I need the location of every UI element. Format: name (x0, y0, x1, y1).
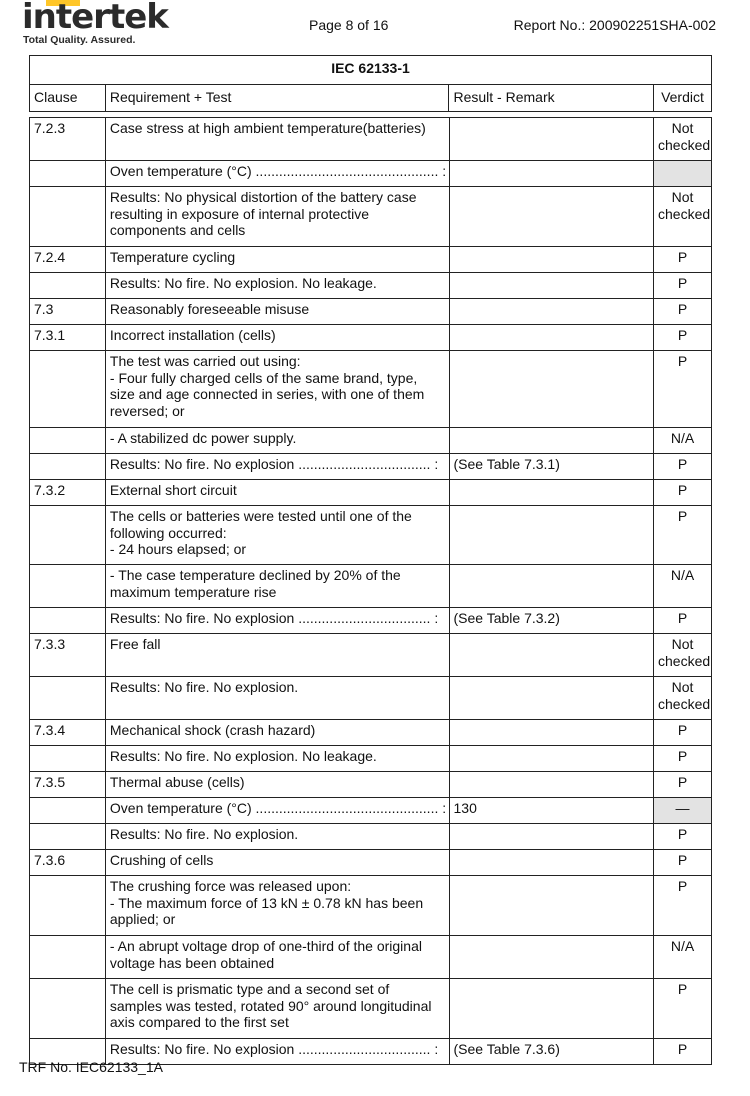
requirement-cell: The cells or batteries were tested until one of the following occurred: - 24 hours elapsed; or (105, 506, 449, 565)
result-cell (449, 677, 653, 720)
result-cell (449, 746, 653, 772)
requirement-cell: Temperature cycling (105, 247, 449, 273)
verdict-cell: P (654, 850, 712, 876)
clause-cell: 7.3.2 (30, 480, 106, 506)
result-cell (449, 876, 653, 936)
table-row (30, 772, 712, 798)
requirement-cell: Free fall (105, 634, 449, 677)
clause-cell (30, 351, 106, 428)
requirement-cell: - An abrupt voltage drop of one-third of the original voltage has been obtained (105, 936, 449, 979)
table-row (30, 325, 712, 351)
result-cell: (See Table 7.3.1) (449, 454, 653, 480)
clause-cell: 7.2.3 (30, 118, 106, 161)
result-cell (449, 273, 653, 299)
requirement-cell: The cell is prismatic type and a second set of samples was tested, rotated 90° around longitudinal axis compared to the first set (105, 979, 449, 1039)
result-cell (449, 634, 653, 677)
table-row (30, 565, 712, 608)
verdict-cell: P (654, 273, 712, 299)
standard-title: IEC 62133-1 (30, 56, 712, 85)
verdict-cell: P (654, 772, 712, 798)
requirement-cell: Crushing of cells (105, 850, 449, 876)
table-row (30, 273, 712, 299)
clause-cell (30, 187, 106, 247)
verdict-cell: — (654, 798, 712, 824)
standard-header-table (29, 55, 712, 112)
result-cell (449, 506, 653, 565)
clause-cell: 7.3 (30, 299, 106, 325)
table-row (30, 506, 712, 565)
table-row (30, 161, 712, 187)
clause-cell: 7.3.5 (30, 772, 106, 798)
verdict-cell: P (654, 351, 712, 428)
table-row (30, 936, 712, 979)
result-cell (449, 480, 653, 506)
verdict-cell: P (654, 506, 712, 565)
clause-table-body (30, 118, 712, 1065)
result-cell (449, 850, 653, 876)
table-row (30, 299, 712, 325)
table-row (30, 118, 712, 161)
requirement-cell: - A stabilized dc power supply. (105, 428, 449, 454)
table-row (30, 480, 712, 506)
result-cell: (See Table 7.3.2) (449, 608, 653, 634)
table-row (30, 351, 712, 428)
table-row (30, 720, 712, 746)
result-cell: 130 (449, 798, 653, 824)
result-cell (449, 118, 653, 161)
table-row (30, 454, 712, 480)
clause-cell (30, 608, 106, 634)
clause-cell: 7.2.4 (30, 247, 106, 273)
clause-cell (30, 979, 106, 1039)
requirement-cell: External short circuit (105, 480, 449, 506)
table-row (30, 798, 712, 824)
table-row (30, 428, 712, 454)
result-cell (449, 824, 653, 850)
clause-cell (30, 677, 106, 720)
verdict-cell: N/A (654, 565, 712, 608)
result-cell (449, 936, 653, 979)
verdict-cell: P (654, 480, 712, 506)
requirement-cell: Oven temperature (°C) ............................................... : (105, 161, 449, 187)
clause-cell: 7.3.3 (30, 634, 106, 677)
requirement-cell: Results: No fire. No explosion. (105, 677, 449, 720)
verdict-cell: N/A (654, 428, 712, 454)
clause-cell (30, 746, 106, 772)
requirement-cell: Incorrect installation (cells) (105, 325, 449, 351)
clause-cell (30, 565, 106, 608)
clause-cell (30, 454, 106, 480)
result-cell (449, 187, 653, 247)
table-row (30, 824, 712, 850)
verdict-cell: P (654, 720, 712, 746)
requirement-cell: The test was carried out using: - Four fully charged cells of the same brand, type, size and age connected in series, with one of them reversed; or (105, 351, 449, 428)
requirement-cell: Results: No fire. No explosion. No leakage. (105, 273, 449, 299)
result-cell (449, 428, 653, 454)
page-number: Page 8 of 16 (309, 17, 389, 33)
requirement-cell: Results: No fire. No explosion .................................. : (105, 454, 449, 480)
verdict-cell: P (654, 876, 712, 936)
table-row (30, 677, 712, 720)
requirement-cell: Results: No fire. No explosion .................................. : (105, 1039, 449, 1065)
verdict-cell: P (654, 746, 712, 772)
trf-number: TRF No. IEC62133_1A (19, 1059, 163, 1075)
table-row (30, 876, 712, 936)
verdict-cell: P (654, 979, 712, 1039)
result-cell (449, 720, 653, 746)
table-row (30, 608, 712, 634)
logo-tagline: Total Quality. Assured. (23, 34, 136, 46)
clause-cell (30, 161, 106, 187)
requirement-cell: Reasonably foreseeable misuse (105, 299, 449, 325)
table-row (30, 187, 712, 247)
result-cell (449, 161, 653, 187)
verdict-cell: P (654, 454, 712, 480)
requirement-cell: Results: No fire. No explosion .................................. : (105, 608, 449, 634)
clause-cell (30, 824, 106, 850)
clause-cell (30, 273, 106, 299)
clause-cell (30, 798, 106, 824)
result-cell (449, 247, 653, 273)
verdict-cell: N/A (654, 936, 712, 979)
verdict-cell: P (654, 608, 712, 634)
column-header-clause: Clause (30, 85, 106, 112)
result-cell (449, 325, 653, 351)
requirement-cell: Case stress at high ambient temperature(batteries) (105, 118, 449, 161)
result-cell (449, 565, 653, 608)
result-cell: (See Table 7.3.6) (449, 1039, 653, 1065)
verdict-cell: Not checked (654, 187, 712, 247)
verdict-cell (654, 161, 712, 187)
verdict-cell: P (654, 299, 712, 325)
intertek-logo (22, 0, 172, 48)
clause-cell (30, 876, 106, 936)
result-cell (449, 979, 653, 1039)
column-header-result: Result - Remark (449, 85, 653, 112)
requirement-cell: The crushing force was released upon: - The maximum force of 13 kN ± 0.78 kN has been applied; or (105, 876, 449, 936)
table-row (30, 247, 712, 273)
clause-cell (30, 506, 106, 565)
column-header-verdict: Verdict (653, 85, 711, 112)
clause-table (29, 117, 712, 1065)
column-header-requirement: Requirement + Test (105, 85, 449, 112)
requirement-cell: Results: No fire. No explosion. (105, 824, 449, 850)
table-row (30, 979, 712, 1039)
clause-cell: 7.3.6 (30, 850, 106, 876)
logo-wordmark: intertek (22, 0, 168, 37)
requirement-cell: Oven temperature (°C) ............................................... : (105, 798, 449, 824)
verdict-cell: P (654, 824, 712, 850)
verdict-cell: P (654, 1039, 712, 1065)
requirement-cell: - The case temperature declined by 20% of the maximum temperature rise (105, 565, 449, 608)
result-cell (449, 351, 653, 428)
table-row (30, 634, 712, 677)
clause-cell: 7.3.4 (30, 720, 106, 746)
requirement-cell: Results: No physical distortion of the battery case resulting in exposure of internal protective components and cells (105, 187, 449, 247)
requirement-cell: Results: No fire. No explosion. No leakage. (105, 746, 449, 772)
result-cell (449, 299, 653, 325)
verdict-cell: Not checked (654, 677, 712, 720)
verdict-cell: P (654, 247, 712, 273)
verdict-cell: Not checked (654, 634, 712, 677)
result-cell (449, 772, 653, 798)
requirement-cell: Mechanical shock (crash hazard) (105, 720, 449, 746)
clause-cell (30, 428, 106, 454)
verdict-cell: P (654, 325, 712, 351)
verdict-cell: Not checked (654, 118, 712, 161)
clause-cell: 7.3.1 (30, 325, 106, 351)
requirement-cell: Thermal abuse (cells) (105, 772, 449, 798)
report-number: Report No.: 200902251SHA-002 (513, 17, 716, 33)
table-row (30, 850, 712, 876)
table-row (30, 746, 712, 772)
clause-cell (30, 936, 106, 979)
